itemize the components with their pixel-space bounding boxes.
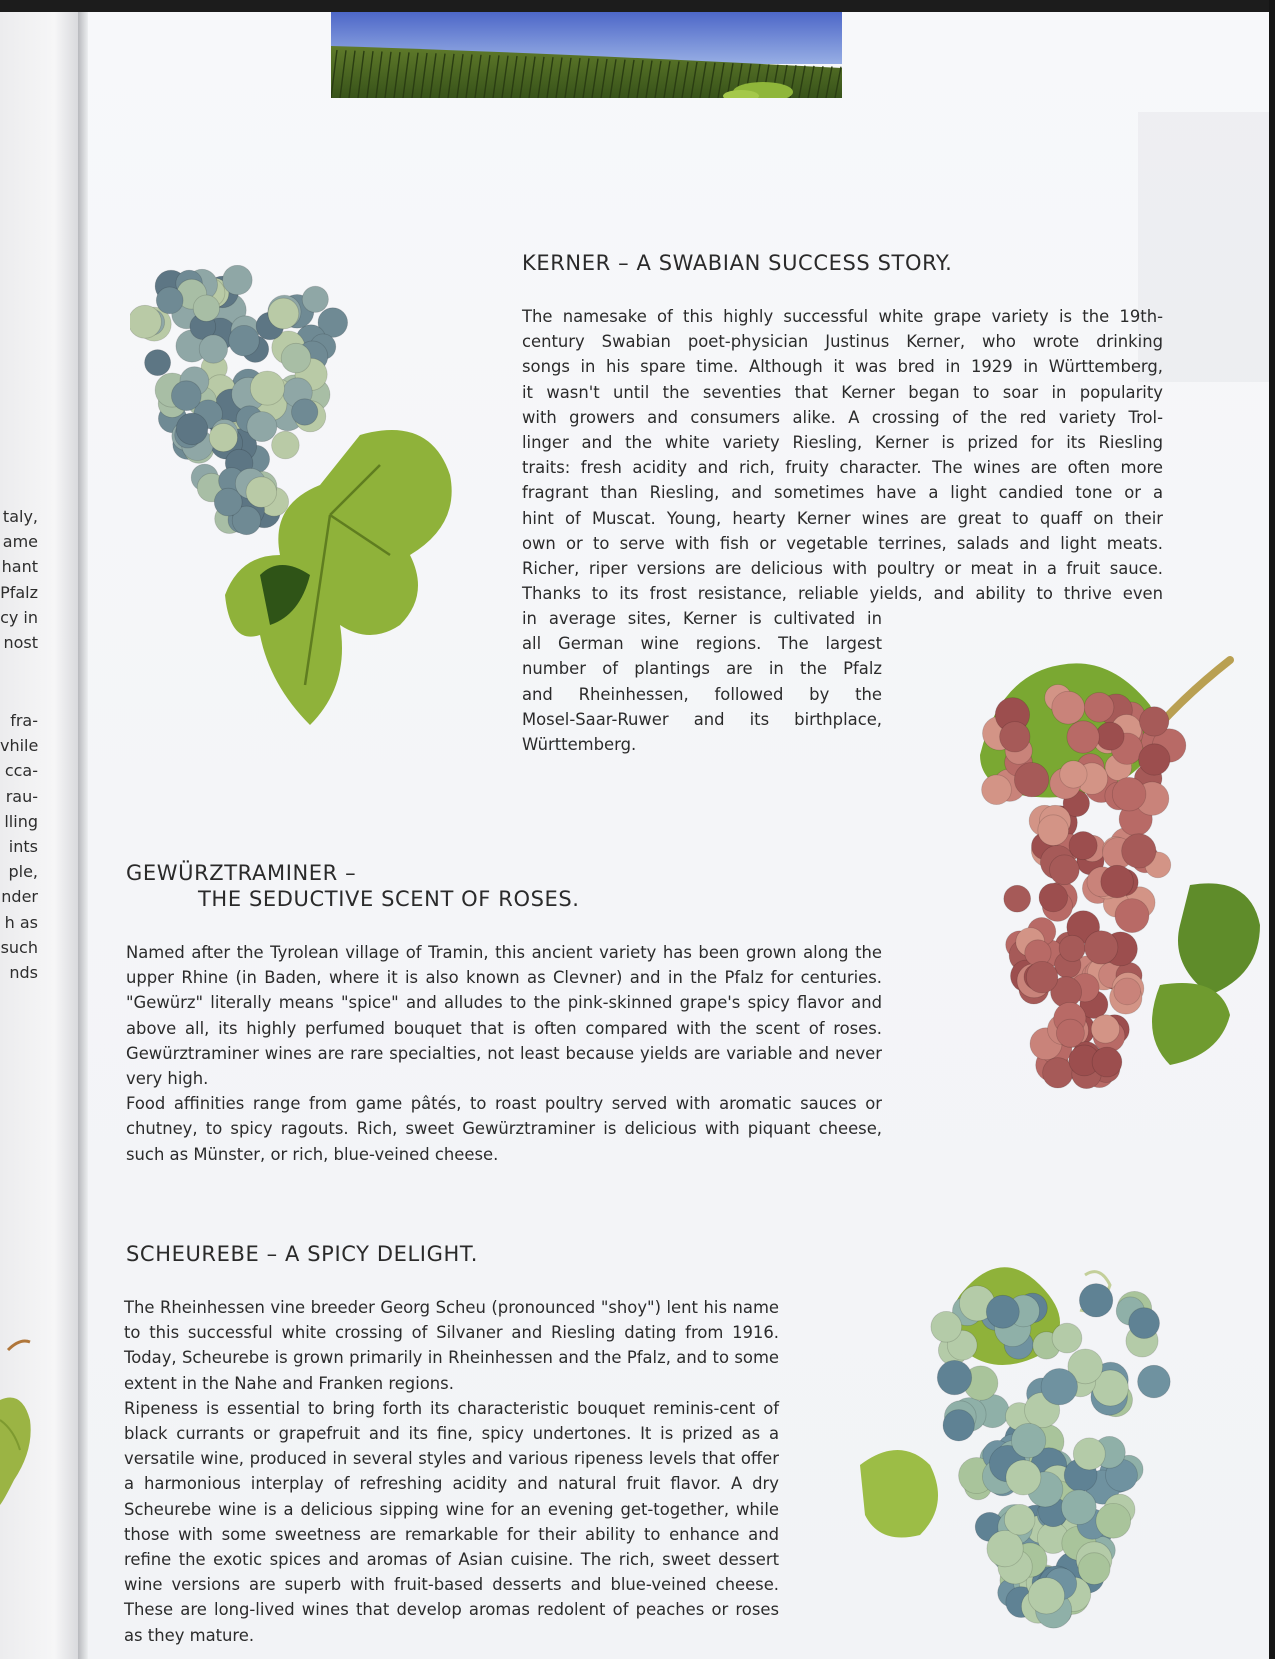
left-page-fragment: rau- <box>5 786 38 806</box>
kerner-body-line: traits: fresh acidity and rich, fruity character. The wines are often more <box>522 458 1163 478</box>
kerner-body-line: The namesake of this highly successful white grape variety is the 19th- <box>522 307 1163 326</box>
kerner-body-line: Thanks to its frost resistance, reliable yields, and ability to thrive even <box>522 584 1163 604</box>
gewurztraminer-paragraph-2: Food affinities range from game pâtés, to roast poultry served with aromatic sauces or chutney, to spicy ragouts. Rich, sweet Gewürztraminer is delicious with piquant cheese, such as Münster, or rich, blue-veined cheese. <box>126 1094 882 1164</box>
kerner-body-line: fragrant than Riesling, and sometimes have a light candied tone or a <box>522 483 1163 503</box>
left-page-fragment: cca- <box>4 761 38 781</box>
book-gutter <box>78 12 88 1659</box>
left-page-fragment: nds <box>9 962 38 982</box>
kerner-body-text-narrow <box>522 606 882 757</box>
gewurztraminer-heading-line2: THE SEDUCTIVE SCENT OF ROSES. <box>198 887 580 911</box>
vineyard-banner-image <box>331 12 842 98</box>
kerner-body-line: Richer, riper versions are delicious with poultry or meat in a fruit sauce. <box>522 558 1163 578</box>
kerner-body-line: linger and the white variety Riesling, Kerner is prized for its Riesling <box>522 432 1163 452</box>
kerner-body-narrow-line: Mosel-Saar-Ruwer and its birthplace, <box>522 709 882 729</box>
scheurebe-paragraph-1: The Rheinhessen vine breeder Georg Scheu (pronounced "shoy") lent his name to this successful white crossing of Silvaner and Riesling dating from 1916. Today, Scheurebe is grown primarily in Rheinhessen and the Pfalz, and to some extent in the Nahe and Franken regions. <box>124 1298 779 1393</box>
left-page-fragment: nder <box>1 887 38 907</box>
scan-right-edge <box>1269 0 1275 1659</box>
kerner-body-line: century Swabian poet-physician Justinus Kerner, who wrote drinking <box>522 332 1163 352</box>
kerner-body-line: with growers and consumers alike. A crossing of the red variety Trol- <box>522 407 1163 427</box>
scheurebe-grape-image <box>860 1255 1200 1630</box>
left-page-fragment: such <box>0 937 38 957</box>
left-page-fragment: vhile <box>0 736 38 756</box>
gewurztraminer-heading-line1: GEWÜRZTRAMINER – <box>126 861 357 885</box>
kerner-body-narrow-line: and Rheinhessen, followed by the <box>522 684 882 704</box>
kerner-body-line: own or to serve with fish or vegetable terrines, salads and light meats. <box>522 533 1163 553</box>
kerner-body-line: songs in his spare time. Although it was bred in 1929 in Württemberg, <box>522 357 1163 377</box>
kerner-body-line: it wasn't until the seventies that Kerner began to soar in popularity <box>522 382 1163 402</box>
gewurztraminer-grape-image <box>960 655 1260 1110</box>
kerner-body-line: hint of Muscat. Young, hearty Kerner wines are great to quaff on their <box>522 508 1163 528</box>
kerner-heading: KERNER – A SWABIAN SUCCESS STORY. <box>522 251 953 275</box>
kerner-body-narrow-line: number of plantings are in the Pfalz <box>522 659 882 679</box>
left-page-fragment: h as <box>4 912 38 932</box>
left-page-fragment: cy in <box>0 607 38 627</box>
left-page-fragment: lling <box>4 811 38 831</box>
left-page-leaf-image <box>0 1330 36 1530</box>
scheurebe-paragraph-2: Ripeness is essential to bring forth its characteristic bouquet reminis-cent of black currants or grapefruit and its fine, spicy undertones. It is prized as a versatile wine, produced in several styles and various ripeness levels that offer a harmonious interplay of refreshing acidity and natural fruit flavor. A dry Scheurebe wine is a delicious sipping wine for an evening get-together, while those with some sweetness are remarkable for their ability to enhance and refine the exotic spices and aromas of Asian cuisine. The rich, sweet dessert wine versions are superb with fruit-based desserts and blue-veined cheese. These are long-lived wines that develop aromas redolent of peaches or roses as they mature. <box>124 1398 779 1645</box>
scheurebe-body-text <box>124 1295 779 1648</box>
gewurztraminer-paragraph-1: Named after the Tyrolean village of Tramin, this ancient variety has been grown along the upper Rhine (in Baden, where it is also known as Clevner) and in the Pfalz for centuries. "Gewürz" literally means "spice" and alludes to the pink-skinned grape's spicy flavor and above all, its highly perfumed bouquet that is often compared with the scent of roses. Gewürztraminer wines are rare specialties, not least because yields are variable and never very high. <box>126 943 882 1089</box>
left-page-fragment: ple, <box>8 862 38 882</box>
kerner-body-narrow-line: all German wine regions. The largest <box>522 634 882 654</box>
left-page-fragment: ame <box>2 532 38 552</box>
left-page-fragment: Pfalz <box>0 582 38 602</box>
gewurztraminer-body-text <box>126 940 882 1167</box>
left-page-fragment: nost <box>3 632 38 652</box>
kerner-body-narrow-line: in average sites, Kerner is cultivated in <box>522 609 882 628</box>
scan-top-edge <box>0 0 1275 12</box>
left-page-fragment: hant <box>1 557 38 577</box>
left-page-text-fragments-bottom <box>0 708 38 985</box>
kerner-body-narrow-line: Württemberg. <box>522 734 637 754</box>
scheurebe-heading: SCHEUREBE – A SPICY DELIGHT. <box>126 1242 479 1266</box>
kerner-grape-image <box>130 265 460 740</box>
left-page-text-fragments-top <box>0 504 38 655</box>
kerner-body-text <box>522 304 1163 606</box>
left-page-fragment: fra- <box>10 711 38 730</box>
left-page-fragment: ints <box>8 836 38 856</box>
left-page-fragment: taly, <box>2 507 38 526</box>
